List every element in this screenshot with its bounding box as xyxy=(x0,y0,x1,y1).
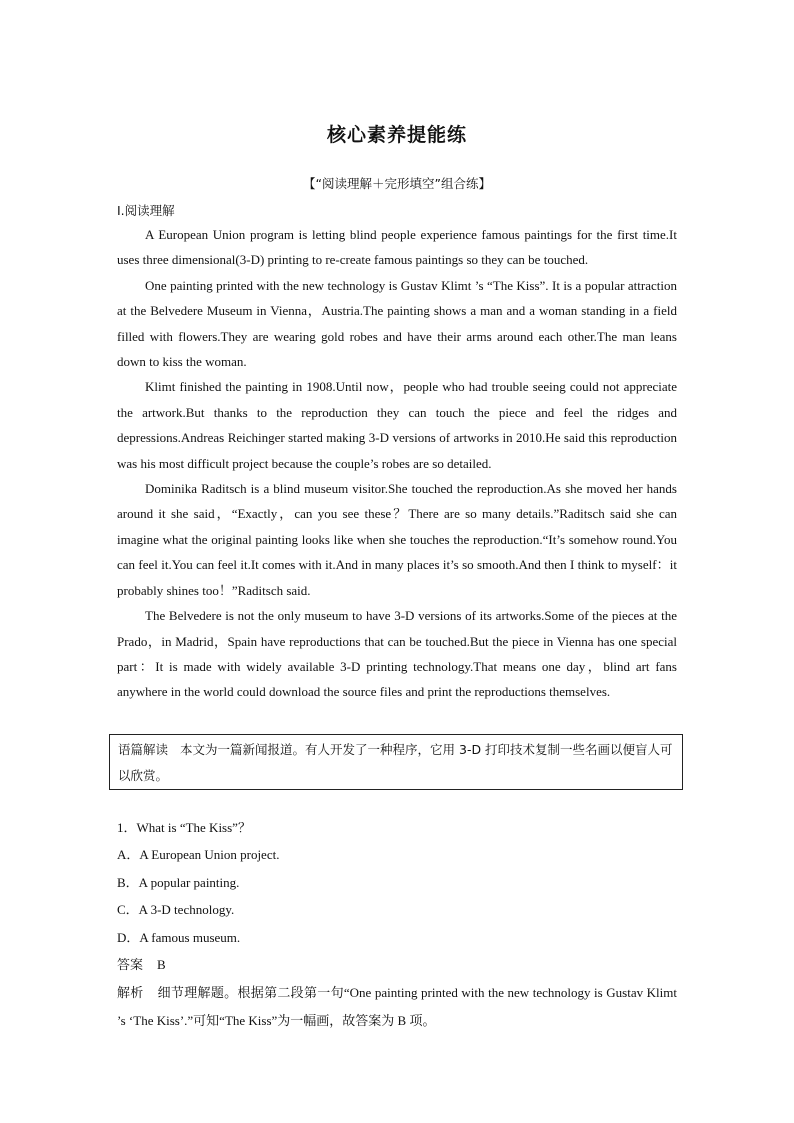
passage-paragraph: Dominika Raditsch is a blind museum visitor.She touched the reproduction.As she moved her hands around it she said，“Exactly，can you see these？There are so many details.”Raditsch said she can imagine what the original painting looks like when she touches the reproduction.“It’s somehow round.You can feel it.You can feel it.It comes with it.And in many places it’s so smooth.And then I think to myself：it probably shines too！”Raditsch said. xyxy=(117,481,677,598)
summary-text: 本文为一篇新闻报道。有人开发了一种程序，它用 3-D 打印技术复制一些名画以便盲人可以欣赏。 xyxy=(118,742,673,783)
analysis-text: 细节理解题。根据第二段第一句“One painting printed with the new technology is Gustav Klimt ’s ‘The Kiss’.”可知“The Kiss”为一幅画，故答案为 B 项。 xyxy=(117,985,677,1029)
section-heading: Ⅰ.阅读理解 xyxy=(117,203,175,218)
option-d: D．A famous museum. xyxy=(117,929,241,945)
exercise-subtitle: 【“阅读理解＋完形填空”组合练】 xyxy=(303,176,491,191)
answer-label: 答案 xyxy=(117,958,144,974)
reading-passage xyxy=(117,222,677,705)
answer-value: B xyxy=(157,957,166,973)
summary-label: 语篇解读 xyxy=(118,742,169,757)
question-stem: 1．What is “The Kiss”？ xyxy=(117,820,251,835)
analysis-label: 解析 xyxy=(117,986,144,1002)
answer-line xyxy=(117,951,677,979)
passage-paragraph: Klimt finished the painting in 1908.Until now，people who had trouble seeing could not appreciate the artwork.But thanks to the reproduction they can touch the piece and feel the ridges and depressions.Andreas Reichinger started making 3-D versions of artworks in 2010.He said this reproduction was his most difficult project because the couple’s robes are so detailed. xyxy=(117,379,677,471)
passage-paragraph: The Belvedere is not the only museum to have 3-D versions of its artworks.Some of the pieces at the Prado，in Madrid，Spain have reproductions that can be touched.But the piece in Vienna has one special part：It is made with widely available 3-D printing technology.That means one day，blind art fans anywhere in the world could download the source files and print the reproductions themselves. xyxy=(117,608,677,700)
analysis-line xyxy=(117,979,677,1034)
option-b: B．A popular painting. xyxy=(117,874,240,890)
summary-box xyxy=(109,734,683,790)
question-block xyxy=(117,814,677,1034)
option-a: A．A European Union project. xyxy=(117,847,280,863)
option-c: C．A 3-D technology. xyxy=(117,902,235,918)
passage-paragraph: One painting printed with the new technology is Gustav Klimt ’s “The Kiss”. It is a popular attraction at the Belvedere Museum in Vienna，Austria.The painting shows a man and a woman standing in a field filled with flowers.They are wearing gold robes and have their arms around each other.The man leans down to kiss the woman. xyxy=(117,277,677,370)
page-title: 核心素养提能练 xyxy=(326,124,467,146)
passage-paragraph: A European Union program is letting blind people experience famous paintings for the first time.It uses three dimensional(3-D) printing to re-create famous paintings so they can be touched. xyxy=(117,227,677,268)
